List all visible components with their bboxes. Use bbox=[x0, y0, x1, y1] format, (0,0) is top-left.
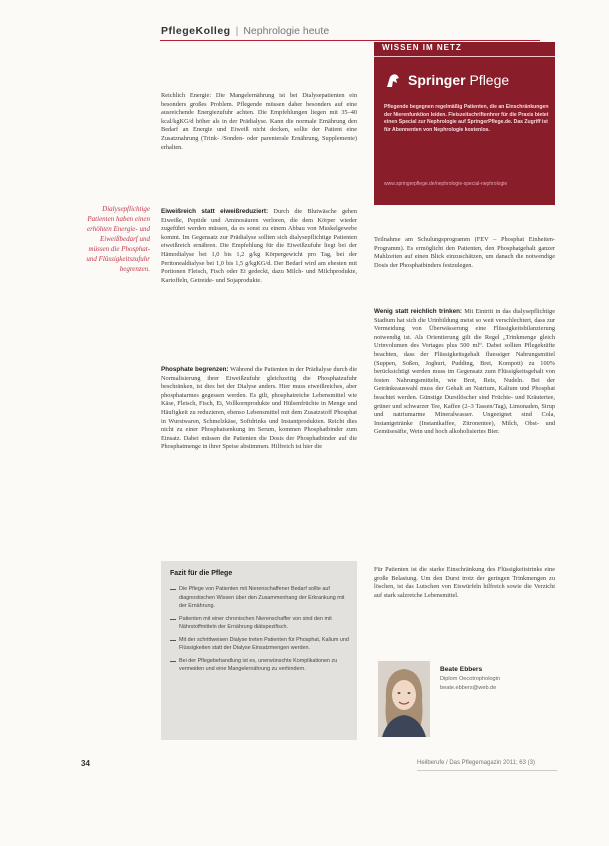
logo-wordmark bbox=[408, 72, 509, 88]
left-para2-lead: Eiweißreich statt eiweißreduziert: bbox=[161, 208, 269, 215]
header-rule bbox=[160, 40, 540, 41]
logo-word-pflege: Pflege bbox=[469, 72, 510, 88]
springer-pflege-logo bbox=[384, 70, 549, 94]
journal-citation: Heilberufe / Das Pflegemagazin 2011; 63 (3) bbox=[417, 760, 535, 766]
left-paragraph-3 bbox=[161, 366, 357, 452]
author-email[interactable]: beate.ebbers@web.de bbox=[440, 685, 497, 691]
right-para2-lead: Wenig statt reichlich trinken: bbox=[374, 308, 463, 315]
header-separator: | bbox=[235, 25, 239, 37]
side-note: Dialysepflichtige Patienten haben einen erhöhten Energie- und Eiweißbedarf und müssen die Phosphat- und Flüssigkeitszufuhr begrenzen. bbox=[86, 205, 150, 273]
right-paragraph-1: Teilnahme am Schulungsprogramm (FEV – Phosphat Einheiten-Programm). Es ermöglicht den Patienten, den Phosphatgehalt ganzer Mahlzeiten auf einen Blick einzuschätzen, um danach die notwendige Dosis der Phosphatbinders festzulegen. bbox=[374, 236, 555, 269]
author-name: Beate Ebbers bbox=[440, 666, 483, 673]
left-para1-text: Reichlich Energie: Die Mangelernährung ist bei Dialysepatienten ein besonders großes Problem. Pflegende müssen daher besonders auf eine ausreichende Energiezufuhr achten. Die Empfehlungen liegen mit 35–40 kcal/kgKG/d höher als in der Prädialyse. Kann die normale Ernährung den Bedarf an Energie und Eiweiß nicht decken, sollte der Patient eine Zusatznahrung (Trink- /Sonden- oder parenterale Ernährung, Supplemente) erhalten. bbox=[161, 92, 357, 151]
left-paragraph-2 bbox=[161, 208, 357, 285]
wissen-box-title: WISSEN IM NETZ bbox=[382, 43, 462, 52]
author-role: Diplom Oecotrophologin bbox=[440, 676, 501, 682]
header-section: Nephrologie heute bbox=[243, 25, 330, 37]
left-paragraph-1 bbox=[161, 92, 357, 152]
wissen-box-link[interactable]: www.springerpflege.de/nephrologie-special-nephrologie bbox=[384, 181, 508, 187]
left-para3-text: Während die Patienten in der Prädialyse durch die Normalisierung ihrer Eiweißzufuhr gleichzeitig die Phosphatzufuhr beschränken, ist dies bei der Dialyse anders. Hier muss eiweißreiches, aber phosphatarmes gegessen werden. Es gilt, phosphatreiche Lebensmittel wie Käse, Fleisch, Fisch, Ei, Vollkornprodukte und Hülsenfrüchte in Menge und Häufigkeit zu reduzieren, ebenso Lebensmittel mit dem Zusatzstoff Phosphat in Wurstwaren, Schmelzkäse, Softdrinks und Instantprodukten. Reicht dies nicht zu einer Phosphatsenkung im Serum, kommen Phosphatbinder zum Einsatz. Dabei müssen die Patienten die Dosis der Phosphatbinder auf die Phosphatmenge in ihrer Speise abstimmen. Hilfreich ist hier die bbox=[161, 366, 357, 451]
right-paragraph-3: Für Patienten ist die starke Einschränkung des Flüssigkeitstrinks eine große Belastung. Um den Durst trotz der geringen Trinkmengen zu löschen, ist das Lutschen von Eiswürfeln hilfreich sowie die Verzicht auf stark salzreiche Lebensmittel. bbox=[374, 566, 555, 599]
right-paragraph-2 bbox=[374, 308, 555, 437]
author-portrait-icon bbox=[378, 661, 430, 737]
footer-rule bbox=[417, 770, 557, 771]
header-brand: PflegeKolleg bbox=[161, 25, 231, 37]
fazit-item: Mit der schrittweisen Dialyse treten Patienten für Phosphat, Kalium und Flüssigkeiten statt der Dialyse Einsatzmengen werden. bbox=[170, 636, 350, 653]
running-header bbox=[161, 25, 329, 37]
page-number: 34 bbox=[81, 759, 90, 768]
springer-horse-icon bbox=[384, 72, 402, 90]
fazit-title: Fazit für die Pflege bbox=[170, 570, 233, 577]
fazit-list bbox=[170, 585, 350, 678]
right-para2-text: Mit Eintritt in das dialysepflichtige Stadium hat sich die Urinbildung meist so weit verschlechtert, dass zur Vermeidung von Überwässerung eine Flüssigkeitsbilanzierung notwendig ist. Als Orientierung gilt die Regel „Trinkmenge gleich Urinvolumen des Vortages plus 500 ml“. Dabei sollten Pflegekräfte beachten, dass der Flüssigkeitsgehalt fluessiger Nahrungsmittel (Suppen, Soßen, Joghurt, Pudding, Brei, Kompott) zu 100% berücksichtigt werden muss im Gegensatz zum Flüssigkeitsgehalt von festen Nahrungsmitteln, wie Brot, Reis, Nudeln. Bei der Getränkeauswahl muss der Gehalt an Natrium, Kalium und Phosphat beachtet werden. Günstige Durstlöscher sind Früchte- und Kräutertee, grüner und schwarzer Tee, Kaffee (2–3 Tassen/Tag), Limonaden, Sirup und natriumarme Mineralwasser. Ungeeignet sind Cola, Instantgetränke (Instantkaffee, Zitronentee), Milch, Obst- und Gemüsesäfte, Wein und hoch alkoholisiertes Bier. bbox=[374, 308, 555, 436]
wissen-box-rule bbox=[374, 56, 555, 57]
fazit-item: Patienten mit einer chronischen Nierenschaffer von sind den mit Nährstoffmitteln der Ernährung diätspezifisch. bbox=[170, 615, 350, 632]
left-para3-lead: Phosphate begrenzen: bbox=[161, 366, 229, 373]
fazit-item: Bei der Pflegebehandlung ist es, unerwünschte Komplikationen zu vermeiden und eine Mangelernährung zu verhindern. bbox=[170, 657, 350, 674]
fazit-item: Die Pflege von Patienten mit Nierenschaffener Bedarf sollte auf diagnostischen Wissen über den Zusammenhang der Erkrankung mit der Ernährung. bbox=[170, 585, 350, 611]
left-para2-text: Durch die Blutwäsche gehen Eiweiße, Peptide und Aminosäuren verloren, die dem Körper wieder zugeführt werden müssen, da es sonst zu einem Abbau von Muskelgewebe kommt. Im Gegensatz zur Prädialyse sollten sich dialysepflichtige Patienten eiweißreich ernähren. Die Empfehlung für die Eiweißzufuhr liegt bei der Hämodialyse bei 1,0 bis 1,2 g/kg Körpergewicht pro Tag, bei der Peritonealdialyse bei 1,0 bis 1,5 g/kgKG/d. Der Bedarf wird am ehesten mit Portionen Fleisch, Fisch oder Ei gedeckt, dazu Milch- und Milchprodukte, Kartoffeln, Getreide- und Sojaprodukte. bbox=[161, 208, 357, 284]
page-header bbox=[0, 0, 609, 44]
wissen-box-description: Pflegende begegnen regelmäßig Patienten, die an Einschränkungen der Nierenfunktion leiden. Fleiszeitschriftenhrer für die Praxis bietet einen Special zur Nephrologie auf SpringerPflege.de. Das Zugriff ist für Abonnenten von Nephrologie kostenlos. bbox=[384, 104, 549, 133]
logo-word-springer: Springer bbox=[408, 72, 466, 88]
author-photo bbox=[378, 661, 430, 737]
